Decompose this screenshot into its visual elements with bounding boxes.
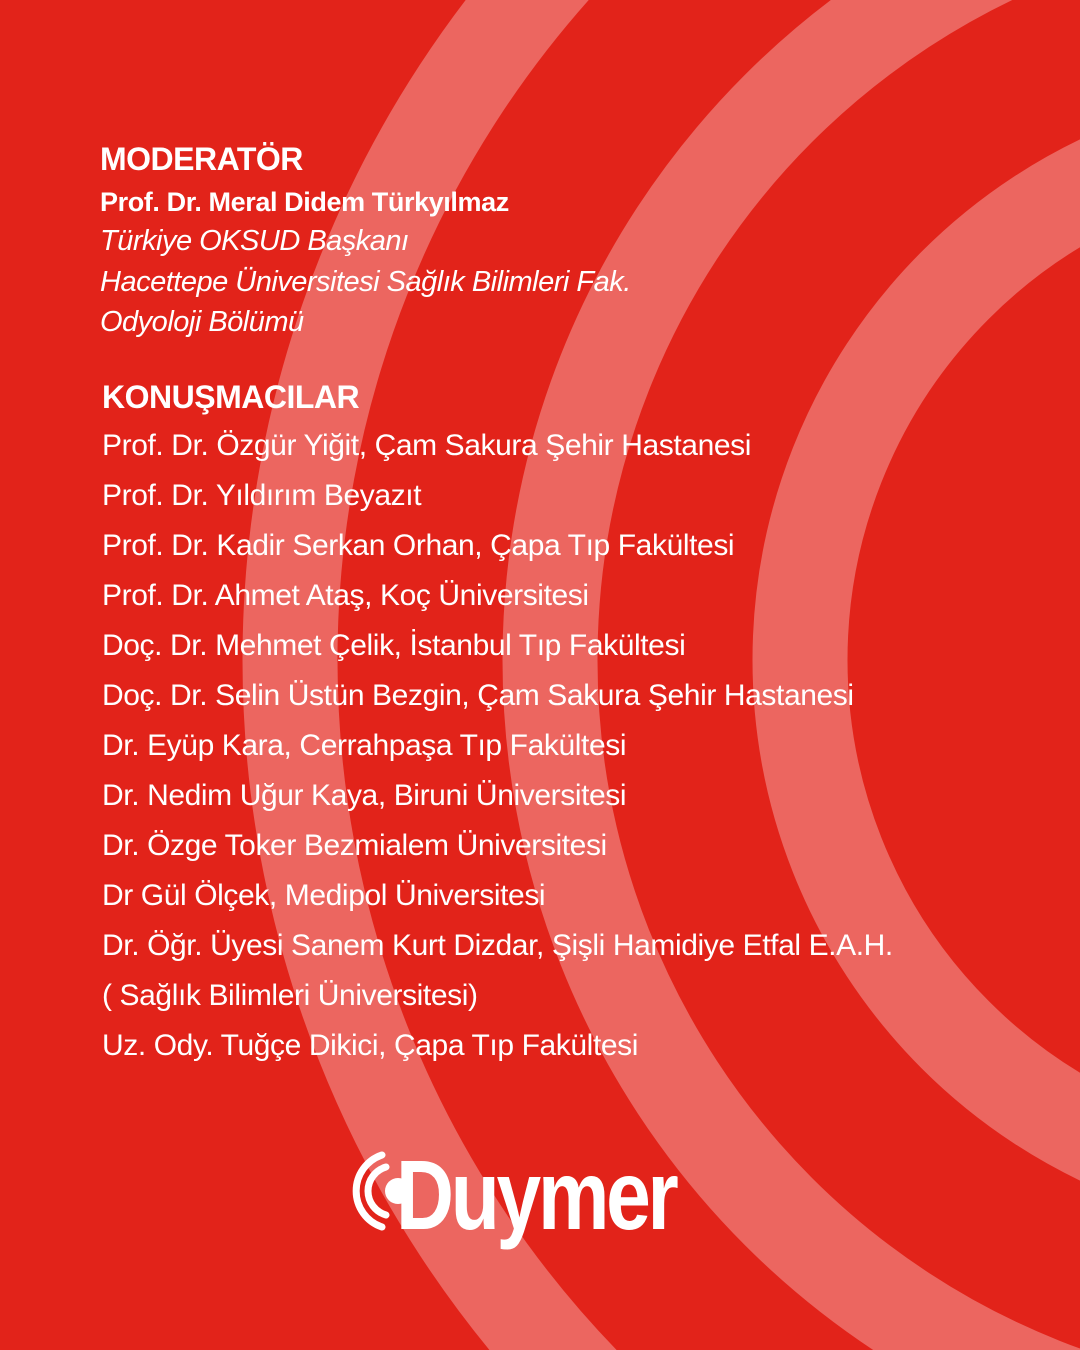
speakers-heading: KONUŞMACILAR [102, 379, 360, 415]
speaker-item: ( Sağlık Bilimleri Üniversitesi) [102, 979, 478, 1012]
speaker-item: Prof. Dr. Kadir Serkan Orhan, Çapa Tıp Fakültesi [102, 529, 735, 562]
moderator-heading: MODERATÖR [100, 141, 303, 177]
speaker-item: Doç. Dr. Mehmet Çelik, İstanbul Tıp Fakültesi [102, 629, 686, 662]
speakers-list [102, 426, 893, 1076]
speaker-item: Prof. Dr. Ahmet Ataş, Koç Üniversitesi [102, 579, 589, 612]
speaker-item: Prof. Dr. Yıldırım Beyazıt [102, 479, 422, 512]
speaker-item: Uz. Ody. Tuğçe Dikici, Çapa Tıp Fakültesi [102, 1029, 639, 1062]
moderator-role-1: Türkiye OKSUD Başkanı [100, 225, 409, 257]
moderator-name: Prof. Dr. Meral Didem Türkyılmaz [100, 187, 509, 217]
moderator-role-3: Odyoloji Bölümü [100, 306, 304, 338]
moderator-role-2: Hacettepe Üniversitesi Sağlık Bilimleri Fak. [100, 266, 631, 298]
speaker-item: Dr. Eyüp Kara, Cerrahpaşa Tıp Fakültesi [102, 729, 627, 762]
speaker-item: Dr. Özge Toker Bezmialem Üniversitesi [102, 829, 607, 862]
speaker-item: Doç. Dr. Selin Üstün Bezgin, Çam Sakura Şehir Hastanesi [102, 679, 854, 712]
speaker-item: Dr Gül Ölçek, Medipol Üniversitesi [102, 879, 546, 912]
logo-wordmark: Duymer [396, 1140, 676, 1250]
speaker-item: Dr. Öğr. Üyesi Sanem Kurt Dizdar, Şişli Hamidiye Etfal E.A.H. [102, 929, 893, 962]
speaker-item: Dr. Nedim Uğur Kaya, Biruni Üniversitesi [102, 779, 627, 812]
speaker-item: Prof. Dr. Özgür Yiğit, Çam Sakura Şehir Hastanesi [102, 429, 751, 462]
duymer-logo [338, 1140, 748, 1250]
